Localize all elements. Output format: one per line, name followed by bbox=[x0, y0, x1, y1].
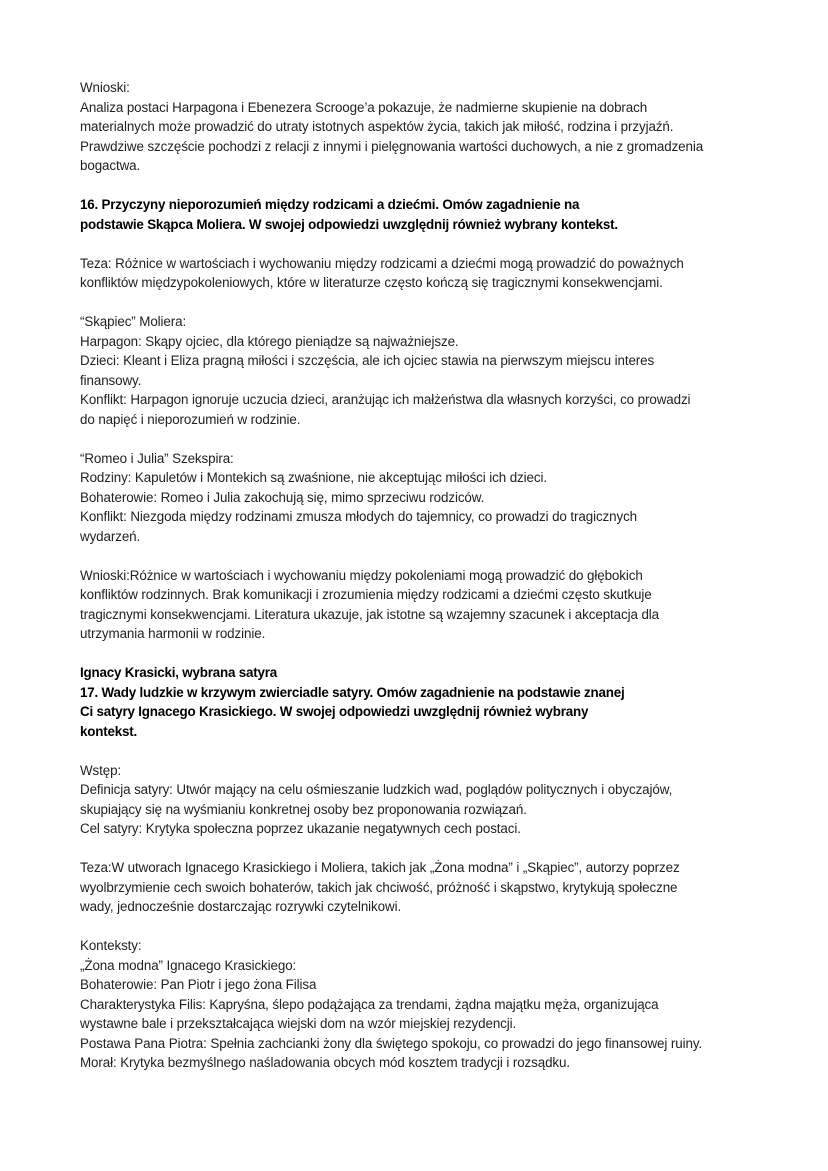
text-line: Rodziny: Kapuletów i Montekich są zwaśnione, nie akceptując miłości ich dzieci. bbox=[80, 470, 547, 485]
thesis-17 bbox=[80, 858, 780, 917]
text-line: „Żona modna” Ignacego Krasickiego: bbox=[80, 957, 297, 973]
heading-line: 17. Wady ludzkie w krzywym zwierciadle satyry. Omów zagadnienie na podstawie znanej bbox=[80, 684, 625, 700]
text-line: skupiający się na wyśmianiu konkretnej osoby bez proponowania rozwiązań. bbox=[80, 801, 527, 817]
text-line: Charakterystyka Filis: Kapryśna, ślepo podążająca za trendami, żądna majątku męża, organizująca bbox=[80, 996, 659, 1012]
text-line: materialnych może prowadzić do utraty istotnych aspektów życia, takich jak miłość, rodzina i przyjaźń. bbox=[80, 119, 674, 134]
question-17-heading bbox=[80, 663, 780, 741]
heading-line: Ci satyry Ignacego Krasickiego. W swojej odpowiedzi uwzględnij również wybrany bbox=[80, 704, 589, 719]
text-line: tragicznymi konsekwencjami. Literatura ukazuje, jak istotne są wzajemny szacunek i akceptacja dla bbox=[80, 606, 660, 622]
heading-line: podstawie Skąpca Moliera. W swojej odpowiedzi uwzględnij również wybrany kontekst. bbox=[80, 216, 618, 232]
text-line: Wnioski: bbox=[80, 80, 130, 95]
text-line: Analiza postaci Harpagona i Ebenezera Scrooge’a pokazuje, że nadmierne skupienie na dobrach bbox=[80, 99, 648, 115]
text-line: Teza:W utworach Ignacego Krasickiego i Moliera, takich jak „Żona modna” i „Skąpiec”, autorzy poprzez bbox=[80, 860, 680, 875]
text-line: Konflikt: Niezgoda między rodzinami zmusza młodych do tajemnicy, co prowadzi do tragicznych bbox=[80, 509, 638, 524]
text-line: Konflikt: Harpagon ignoruje uczucia dzieci, aranżując ich małżeństwa dla własnych korzyści, co prowadzi bbox=[80, 392, 691, 407]
text-line: Cel satyry: Krytyka społeczna poprzez ukazanie negatywnych cech postaci. bbox=[80, 821, 521, 836]
text-line: wystawne bale i przekształcająca wiejski dom na wzór miejskiej rezydencji. bbox=[80, 1016, 517, 1031]
contexts-17 bbox=[80, 936, 780, 1073]
text-line: Postawa Pana Piotra: Spełnia zachcianki żony dla świętego spokoju, co prowadzi do jego finansowej ruiny. bbox=[80, 1035, 703, 1051]
text-line: Konteksty: bbox=[80, 938, 142, 953]
heading-line: Ignacy Krasicki, wybrana satyra bbox=[80, 665, 278, 680]
text-line: konfliktów międzypokoleniowych, które w literaturze często kończą się tragicznymi konsekwencjami. bbox=[80, 275, 663, 290]
heading-line: kontekst. bbox=[80, 723, 137, 739]
skapiec-section bbox=[80, 312, 780, 429]
text-line: wyolbrzymienie cech swoich bohaterów, takich jak chciwość, próżność i skąpstwo, krytykują społeczne bbox=[80, 879, 678, 895]
text-line: Wstęp: bbox=[80, 762, 122, 778]
text-line: “Skąpiec” Moliera: bbox=[80, 314, 187, 329]
introduction-17 bbox=[80, 761, 780, 839]
text-line: Dzieci: Kleant i Eliza pragną miłości i szczęścia, ale ich ojciec stawia na pierwszym miejscu interes bbox=[80, 353, 655, 368]
thesis-16 bbox=[80, 254, 780, 293]
text-line: bogactwa. bbox=[80, 158, 141, 173]
text-line: Prawdziwe szczęście pochodzi z relacji z innymi i pielęgnowania wartości duchowych, a nie z gromadzenia bbox=[80, 138, 704, 154]
text-line: Teza: Różnice w wartościach i wychowaniu między rodzicami a dziećmi mogą prowadzić do poważnych bbox=[80, 255, 684, 271]
text-line: utrzymania harmonii w rodzinie. bbox=[80, 626, 266, 641]
text-line: Definicja satyry: Utwór mający na celu ośmieszanie ludzkich wad, poglądów politycznych i obyczajów, bbox=[80, 782, 673, 797]
text-line: “Romeo i Julia” Szekspira: bbox=[80, 450, 234, 466]
text-line: Bohaterowie: Romeo i Julia zakochują się, mimo sprzeciwu rodziców. bbox=[80, 489, 485, 505]
conclusions-16 bbox=[80, 566, 780, 644]
heading-line: 16. Przyczyny nieporozumień między rodzicami a dziećmi. Omów zagadnienie na bbox=[80, 197, 580, 212]
document-page bbox=[80, 78, 780, 1092]
text-line: Bohaterowie: Pan Piotr i jego żona Filisa bbox=[80, 977, 317, 992]
text-line: konfliktów rodzinnych. Brak komunikacji i zrozumienia między rodzicami a dziećmi często skutkuje bbox=[80, 587, 652, 602]
text-line: finansowy. bbox=[80, 372, 142, 388]
question-16-heading bbox=[80, 195, 780, 234]
conclusions-scrooge bbox=[80, 78, 780, 176]
text-line: wady, jednocześnie dostarczając rozrywki czytelnikowi. bbox=[80, 899, 402, 914]
text-line: Harpagon: Skąpy ojciec, dla którego pieniądze są najważniejsze. bbox=[80, 333, 459, 349]
text-line: do napięć i nieporozumień w rodzinie. bbox=[80, 411, 301, 427]
text-line: Wnioski:Różnice w wartościach i wychowaniu między pokoleniami mogą prowadzić do głębokich bbox=[80, 567, 643, 583]
romeo-julia-section bbox=[80, 449, 780, 547]
text-line: Morał: Krytyka bezmyślnego naśladowania obcych mód kosztem tradycji i rozsądku. bbox=[80, 1055, 570, 1070]
text-line: wydarzeń. bbox=[80, 528, 141, 544]
